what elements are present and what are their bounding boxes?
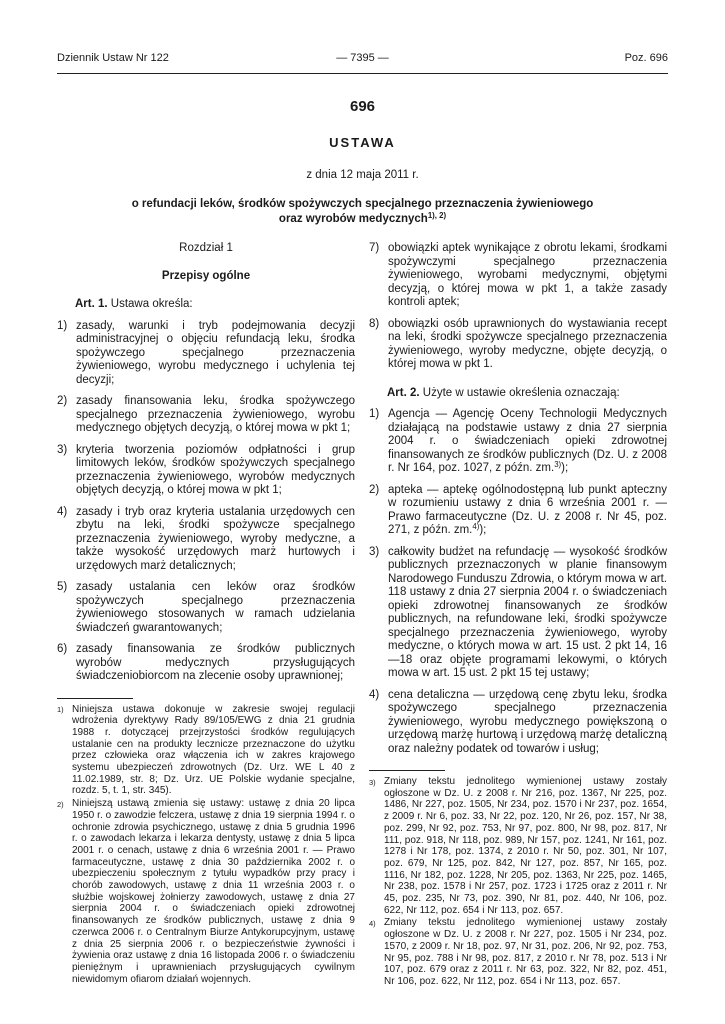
item-text: cena detaliczna — urzędową cenę zbytu leku, środka spożywczego specjalnego przeznaczenia żywieniowego, wyrobu medycznego powiększoną o urzędową marżę hurtową i urzędową marżę detaliczną oraz należny podatek od towarów i usług; [388,688,667,755]
list-item [369,408,667,476]
footnote-text: Niniejsza ustawa dokonuje w zakresie swojej regulacji wdrożenia dyrektywy Rady 89/105/EWG z dnia 21 grudnia 1988 r. dotyczącej przejrzystości środków regulujących ustalanie cen na produkty lecznicze przeznaczone do użytku przez człowieka oraz włączenia ich w zakres krajowego systemu ubezpieczeń zdrowotnych (Dz. Urz. WE L 40 z 11.02.1989, str. 8; Dz. Urz. UE Polskie wydanie specjalne, rozdz. 5, t. 1, str. 345). [72,703,355,797]
footnote-text: Zmiany tekstu jednolitego wymienionej ustawy zostały ogłoszone w Dz. U. z 2008 r. Nr 216, poz. 1367, Nr 225, poz. 1486, Nr 227, poz. 1505, Nr 234, poz. 1570 i Nr 237, poz. 1654, z 2009 r. Nr 6, poz. 33, Nr 22, poz. 120, Nr 26, poz. 157, Nr 38, poz. 299, Nr 92, poz. 753, Nr 97, poz. 800, Nr 98, poz. 817, Nr 111, poz. 918, Nr 118, poz. 989, Nr 157, poz. 1241, Nr 161, poz. 1278 i Nr 178, poz. 1374, z 2010 r. Nr 50, poz. 301, Nr 107, poz. 679, Nr 125, poz. 842, Nr 127, poz. 857, Nr 165, poz. 1116, Nr 182, poz. 1228, Nr 205, poz. 1363, Nr 225, poz. 1465, Nr 238, poz. 1578 i Nr 257, poz. 1723 i 1725 oraz z 2011 r. Nr 45, poz. 235, Nr 73, poz. 390, Nr 81, poz. 440, Nr 106, poz. 622, Nr 112, poz. 654 i Nr 113, poz. 657. [384,776,667,916]
right-column [369,242,667,988]
item-number: 6) [57,643,68,655]
item-text: zasady ustalania cen leków oraz środków spożywczych specjalnego przeznaczenia żywieniowego stosowanych w ramach udzielania świadczeń gwarantowanych; [76,581,355,634]
running-header [57,52,668,74]
footnote-text: Zmiany tekstu jednolitego wymienionej ustawy zostały ogłoszone w Dz. U. z 2008 r. Nr 227, poz. 1505 i Nr 234, poz. 1570, z 2009 r. Nr 18, poz. 97, Nr 31, poz. 206, Nr 92, poz. 753, Nr 95, poz. 788 i Nr 98, poz. 817, z 2010 r. Nr 78, poz. 513 i Nr 107, poz. 679 oraz z 2011 r. Nr 63, poz. 322, Nr 82, poz. 451, Nr 106, poz. 622, Nr 112, poz. 654 i Nr 113, poz. 657. [384,917,667,987]
article-1 [57,298,355,312]
article-2-label: Art. 2. [387,386,420,399]
item-text: obowiązki osób uprawnionych do wystawiania recept na leki, środki spożywcze specjalnego przeznaczenia żywieniowego, wyroby medyczne, objęte decyzją, o której mowa w pkt 1. [388,317,667,370]
list-item [369,318,667,372]
act-type: USTAWA [329,135,396,150]
footnote [57,798,355,985]
list-item [369,484,667,538]
item-number: 3) [369,545,380,558]
act-title [57,197,668,226]
list-item [369,242,667,310]
act-title-line2: oraz wyrobów medycznych [278,212,428,225]
position-number: Poz. 696 [624,52,668,64]
act-number: 696 [349,98,376,115]
footnote-separator [57,698,133,699]
item-text: całkowity budżet na refundację — wysokość środków publicznych przeznaczonych w planie finansowym Narodowego Funduszu Zdrowia, o którym mowa w art. 118 ustawy z dnia 27 sierpnia 2004 r. o świadczeniach opieki zdrowotnej finansowanych ze środków publicznych, na refundowane leki, środki spożywcze specjalnego przeznaczenia żywieniowego, wyroby medyczne, o których mowa w art. 15 ust. 2 pkt 14, 16—18 oraz objęte programami lekowymi, o których mowa w art. 15 ust. 2 pkt 15 tej ustawy; [388,545,667,679]
list-item [369,546,667,681]
list-item [57,581,355,635]
item-number: 4) [369,688,380,701]
item-text: kryteria tworzenia poziomów odpłatności i grup limitowych leków, środków spożywczych specjalnego przeznaczenia żywieniowego, wyrobów medycznych objętych decyzją, o której mowa w pkt 1; [76,443,355,496]
footnote-number: 4) [369,918,376,928]
item-text: zasady, warunki i tryb podejmowania decyzji administracyjnej o objęciu refundacją leku, środka spożywczego specjalnego przeznaczenia żywieniowego, wyrobu medycznego i uchylenia tej decyzji; [76,319,355,386]
item-text: zasady i tryb oraz kryteria ustalania urzędowych cen zbytu na leki, środki spożywcze specjalnego przeznaczenia żywieniowego, wyroby medyczne, a także wysokość urzędowych marż hurtowych i urzędowych marż detalicznych; [76,505,355,572]
footnote-ref: 3) [554,460,562,470]
article-2 [369,387,667,401]
list-item [369,689,667,757]
item-number: 7) [369,242,380,254]
item-number: 8) [369,317,380,330]
footnote [369,917,667,987]
footnotes-left [57,698,355,986]
item-text: Agencja — Agencję Oceny Technologii Medycznych działającą na podstawie ustawy z dnia 27 sierpnia 2004 r. o świadczeniach opieki zdrowotnej finansowanych ze środków publicznych (Dz. U. z 2008 r. Nr 164, poz. 1027, z późn. zm.$^{3)}$); [388,408,667,474]
item-number: 3) [57,443,68,456]
two-column-body [57,242,668,988]
footnote [57,704,355,798]
list-item [57,444,355,498]
footnote-ref: 4) [472,522,480,532]
item-number: 4) [57,505,68,518]
left-column [57,242,355,988]
chapter-title: Przepisy ogólne [161,269,251,282]
footnote [369,776,667,916]
footnotes-right [369,770,667,988]
page-number: — 7395 — [336,52,389,64]
item-number: 1) [369,408,380,420]
footnote-text: Niniejszą ustawą zmienia się ustawy: ustawę z dnia 20 lipca 1950 r. o zawodzie felczera, ustawę z dnia 19 sierpnia 1994 r. o ochronie zdrowia psychicznego, ustawę z dnia 5 grudnia 1996 r. o zawodach lekarza i lekarza dentysty, ustawę z dnia 5 lipca 2001 r. o cenach, ustawę z dnia 6 września 2001 r. — Prawo farmaceutyczne, ustawę z dnia 30 października 2002 r. o ubezpieczeniu społecznym z tytułu wypadków przy pracy i chorób zawodowych, ustawę z dnia 11 września 2003 r. o służbie wojskowej żołnierzy zawodowych, ustawę z dnia 27 sierpnia 2004 r. o świadczeniach opieki zdrowotnej finansowanych ze środków publicznych, ustawę z dnia 9 czerwca 2006 r. o Centralnym Biurze Antykorupcyjnym, ustawę z dnia 25 sierpnia 2006 r. o bezpieczeństwie żywności i żywienia oraz ustawę z dnia 16 listopada 2006 r. o świadczeniu pieniężnym i uprawnieniach przysługujących cywilnym niewidomym ofiarom działań wojennych. [72,798,355,985]
item-number: 2) [369,483,380,496]
item-text: zasady finansowania leku, środka spożywczego specjalnego przeznaczenia żywieniowego, wyrobu medycznego objętych decyzją, o której mowa w pkt 1; [76,395,355,434]
chapter-heading: Rozdział 1 [179,242,233,254]
list-item [57,643,355,684]
footnote-number: 2) [57,799,64,809]
footnote-separator [369,770,445,771]
journal-name: Dziennik Ustaw Nr 122 [57,52,169,64]
footnote-number: 3) [369,777,376,787]
list-item [57,395,355,436]
footnote-number: 1) [57,705,64,714]
item-text: zasady finansowania ze środków publicznych wyrobów medycznych przysługujących świadczeniobiorcom na zlecenie osoby uprawnionej; [76,643,355,682]
item-text: obowiązki aptek wynikające z obrotu lekami, środkami spożywczymi specjalnego przeznaczenia żywieniowego, wyrobami medycznymi, objętymi decyzją, o której mowa w pkt 1, a także zasady kontroli aptek; [388,242,667,308]
item-number: 1) [57,319,68,332]
act-title-line1: o refundacji leków, środków spożywczych specjalnego przeznaczenia żywieniowego [131,198,594,210]
act-date: z dnia 12 maja 2011 r. [306,169,419,181]
item-number: 5) [57,581,68,593]
article-2-text: Użyte w ustawie określenia oznaczają: [419,386,620,399]
article-1-text: Ustawa określa: [107,298,193,310]
title-footnote-refs: 1), 2) [427,210,447,220]
list-item [57,320,355,388]
list-item [57,506,355,574]
item-text: apteka — aptekę ogólnodostępną lub punkt apteczny w rozumieniu ustawy z dnia 6 września 2001 r. — Prawo farmaceutyczne (Dz. U. z 2008 r. Nr 45, poz. 271, z późn. zm.$^{4)}$); [388,483,667,536]
item-number: 2) [57,395,68,407]
article-1-label: Art. 1. [75,298,108,310]
